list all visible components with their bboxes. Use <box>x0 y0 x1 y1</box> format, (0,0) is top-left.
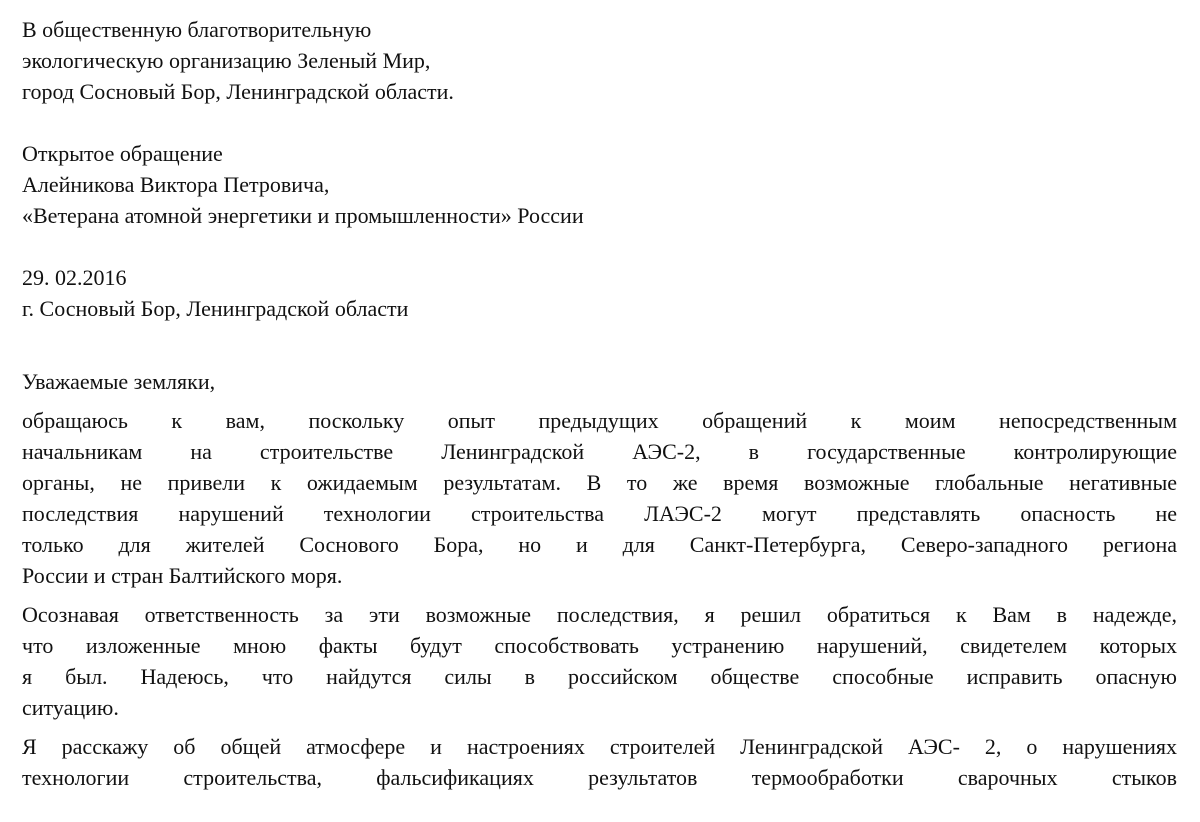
paragraph-line: последствия нарушений технологии строительства ЛАЭС-2 могут представлять опасность не <box>22 501 1177 526</box>
letter-date: 29. 02.2016 <box>22 265 127 290</box>
date-place-block <box>22 262 1177 324</box>
appeal-block <box>22 138 1177 231</box>
address-line: экологическую организацию Зеленый Мир, <box>22 48 431 73</box>
paragraph-2 <box>22 599 1177 723</box>
paragraph-line: что изложенные мною факты будут способствовать устранению нарушений, свидетелем которых <box>22 633 1177 658</box>
paragraph-line: я был. Надеюсь, что найдутся силы в российском обществе способные исправить опасную <box>22 664 1177 689</box>
paragraph-line: обращаюсь к вам, поскольку опыт предыдущих обращений к моим непосредственным <box>22 408 1177 433</box>
paragraph-line: начальникам на строительстве Ленинградской АЭС-2, в государственные контролирующие <box>22 439 1177 464</box>
letter-place: г. Сосновый Бор, Ленинградской области <box>22 296 409 321</box>
greeting: Уважаемые земляки, <box>22 369 216 394</box>
address-line: В общественную благотворительную <box>22 17 372 42</box>
paragraph-line: технологии строительства, фальсификациях результатов термообработки сварочных стыков <box>22 765 1177 790</box>
paragraph-3 <box>22 731 1177 793</box>
paragraph-line: только для жителей Соснового Бора, но и для Санкт-Петербурга, Северо-западного региона <box>22 532 1177 557</box>
paragraph-line: России и стран Балтийского моря. <box>22 563 343 588</box>
paragraph-1 <box>22 405 1177 591</box>
appeal-author: Алейникова Виктора Петровича, <box>22 172 330 197</box>
appeal-author-title: «Ветерана атомной энергетики и промышленности» России <box>22 203 584 228</box>
paragraph-line: Осознавая ответственность за эти возможные последствия, я решил обратиться к Вам в надежде, <box>22 602 1177 627</box>
address-block <box>22 14 1177 107</box>
paragraph-line: ситуацию. <box>22 695 119 720</box>
document-page <box>22 14 1177 793</box>
appeal-title: Открытое обращение <box>22 141 223 166</box>
address-line: город Сосновый Бор, Ленинградской области. <box>22 79 454 104</box>
paragraph-line: Я расскажу об общей атмосфере и настроениях строителей Ленинградской АЭС- 2, о нарушениях <box>22 734 1177 759</box>
paragraph-line: органы, не привели к ожидаемым результатам. В то же время возможные глобальные негативные <box>22 470 1177 495</box>
